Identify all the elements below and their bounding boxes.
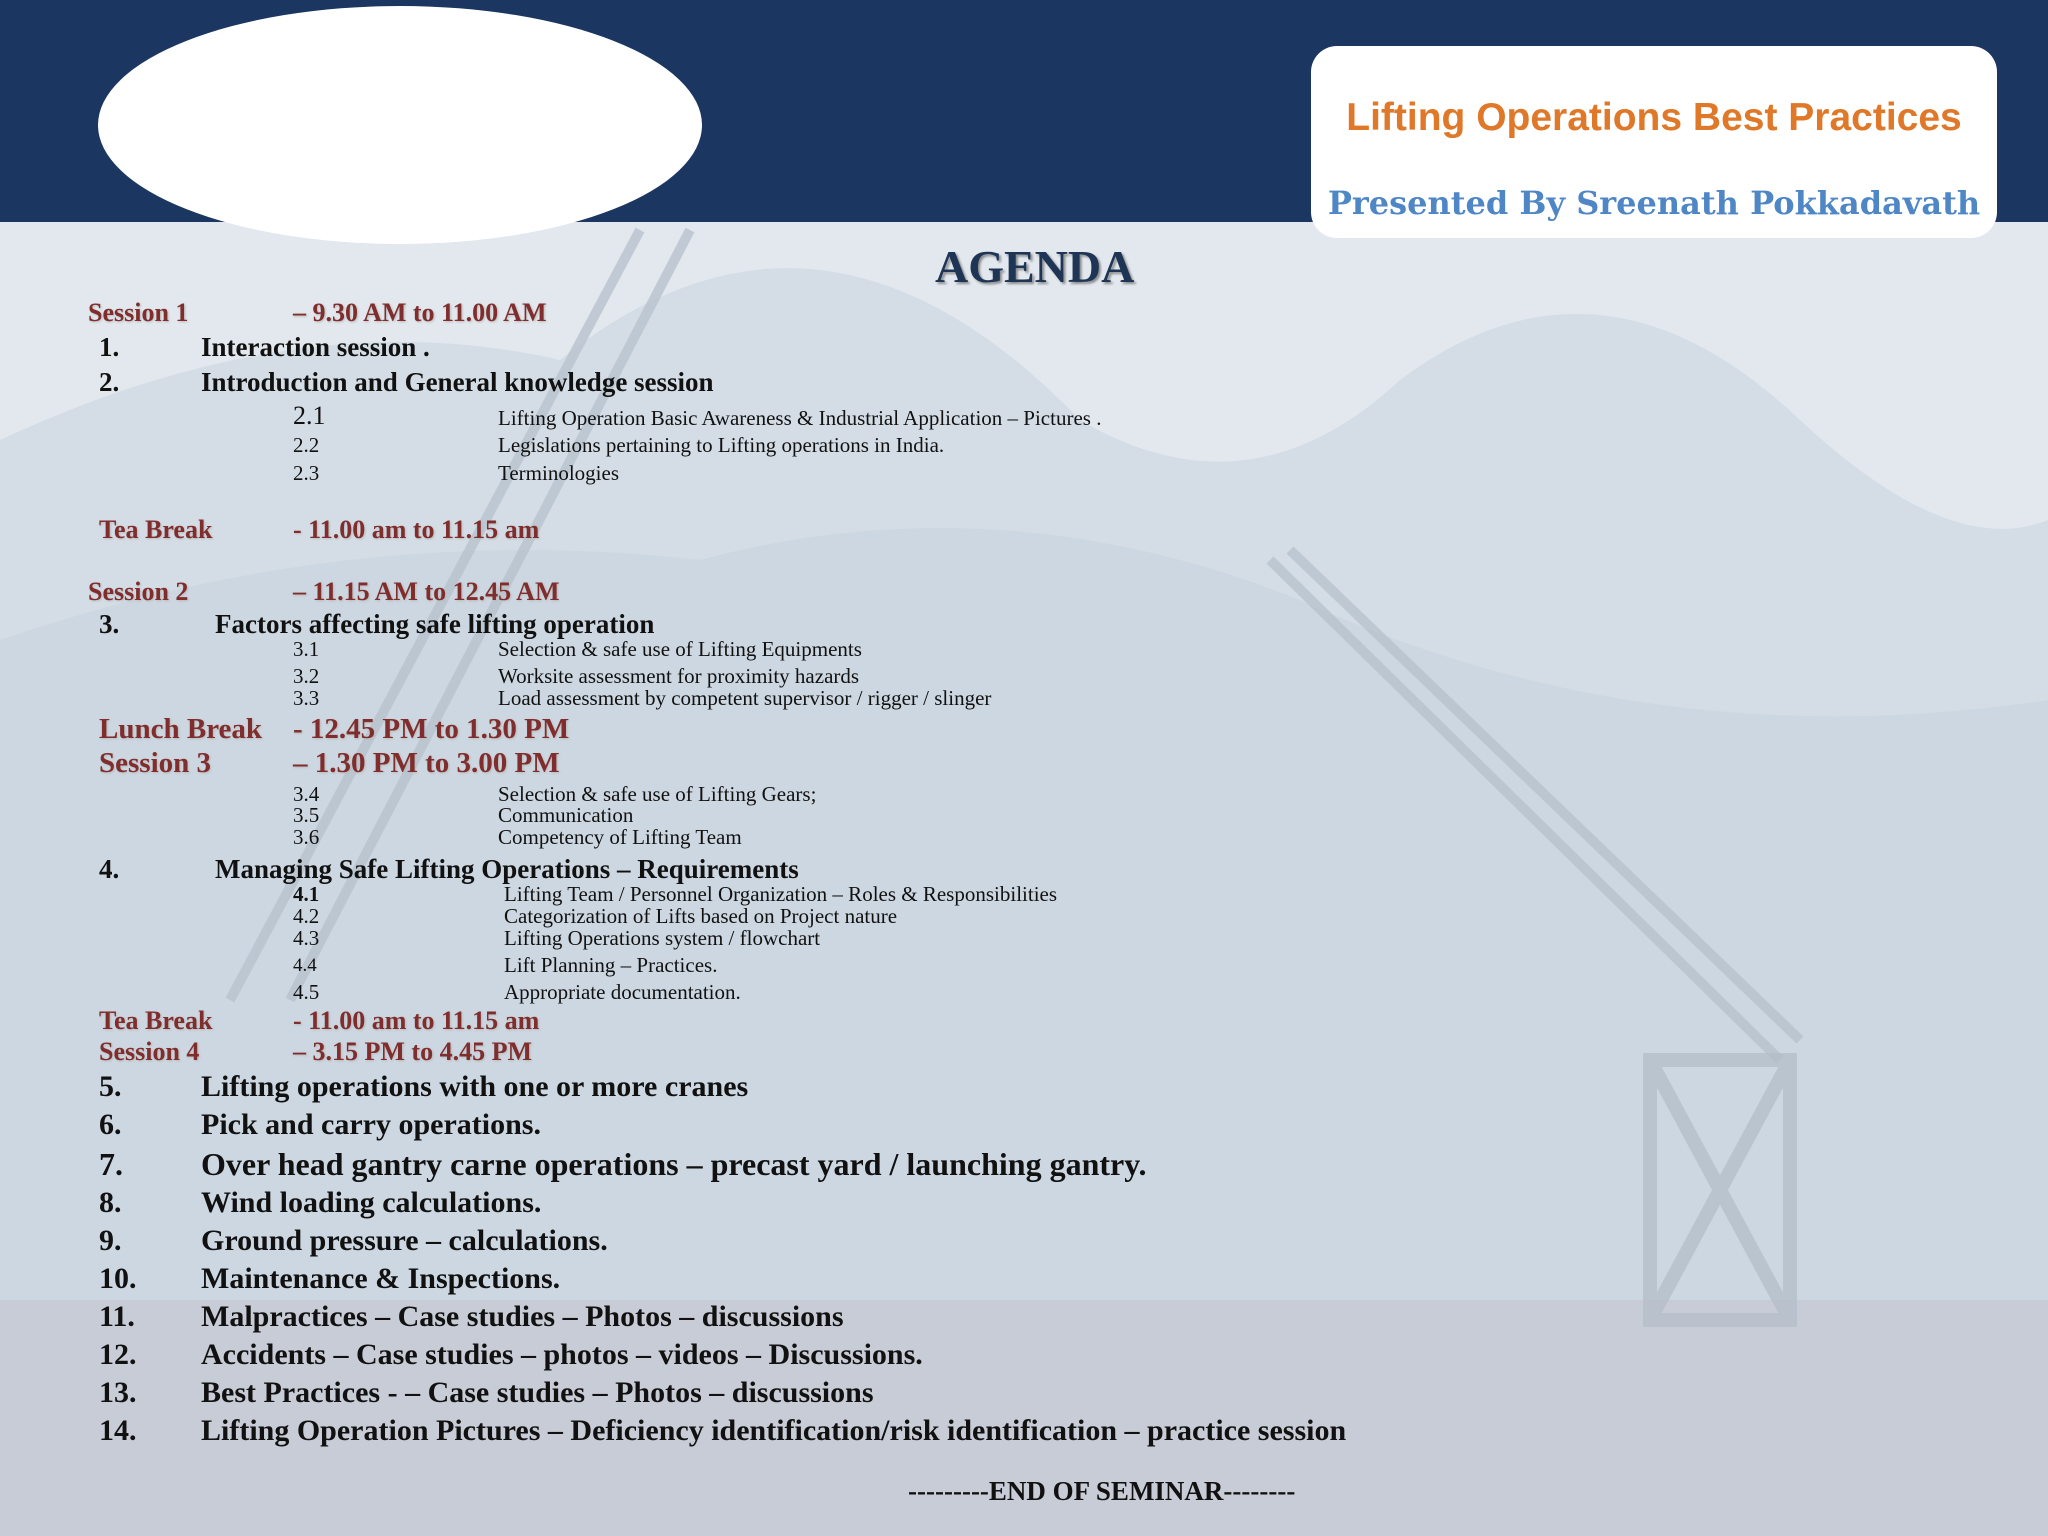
session-3-label: Session 3	[99, 747, 212, 779]
subitem-text: Selection & safe use of Lifting Gears;	[498, 782, 817, 806]
session-3-time: – 1.30 PM to 3.00 PM	[293, 747, 560, 779]
item-text: Introduction and General knowledge session	[201, 367, 714, 397]
session-1-label: Session 1	[88, 298, 189, 327]
subitem-number: 2.3	[293, 461, 320, 485]
item-text: Best Practices - – Case studies – Photos – discussions	[201, 1376, 874, 1409]
session-1-time: – 9.30 AM to 11.00 AM	[293, 298, 547, 327]
subitem-text: Lift Planning – Practices.	[504, 953, 718, 977]
subitem-number: 3.6	[293, 825, 320, 849]
item-number: 3.	[99, 609, 120, 639]
tea-break-label: Tea Break	[99, 1006, 213, 1035]
subitem-text: Competency of Lifting Team	[498, 825, 742, 849]
item-text: Accidents – Case studies – photos – videos – Discussions.	[201, 1338, 923, 1371]
subitem-number: 3.2	[293, 664, 320, 688]
item-number: 9.	[99, 1224, 122, 1257]
item-number: 14.	[99, 1414, 137, 1447]
session-4-label: Session 4	[99, 1037, 200, 1066]
subitem-text: Load assessment by competent supervisor / rigger / slinger	[498, 686, 992, 710]
tea-break-label: Tea Break	[99, 515, 213, 544]
end-of-seminar: ---------END OF SEMINAR--------	[908, 1476, 1296, 1506]
item-text: Managing Safe Lifting Operations – Requirements	[215, 854, 799, 884]
presenter-line: Presented By Sreenath Pokkadavath	[1327, 184, 1981, 222]
session-2-label: Session 2	[88, 577, 189, 606]
item-number: 2.	[99, 367, 120, 397]
subitem-text: Terminologies	[498, 461, 620, 485]
item-number: 1.	[99, 332, 120, 362]
item-text: Interaction session .	[201, 332, 430, 362]
item-text: Ground pressure – calculations.	[201, 1224, 608, 1257]
subitem-text: Categorization of Lifts based on Project nature	[504, 904, 898, 928]
title-box	[1311, 46, 1997, 238]
subitem-number: 4.1	[293, 882, 320, 906]
item-text: Malpractices – Case studies – Photos – discussions	[201, 1300, 844, 1333]
item-number: 10.	[99, 1262, 137, 1295]
agenda-heading: AGENDA	[935, 241, 1135, 292]
subitem-number: 4.4	[293, 955, 317, 976]
item-text: Pick and carry operations.	[201, 1108, 541, 1141]
subitem-number: 3.5	[293, 803, 320, 827]
logo-oval	[98, 6, 702, 244]
item-text: Lifting Operation Pictures – Deficiency identification/risk identification – practice session	[201, 1414, 1347, 1447]
subitem-text: Lifting Team / Personnel Organization – Roles & Responsibilities	[504, 882, 1058, 906]
tea-break-time: - 11.00 am to 11.15 am	[293, 1006, 540, 1035]
item-number: 6.	[99, 1108, 122, 1141]
subitem-number: 3.3	[293, 686, 320, 710]
subitem-number: 3.1	[293, 637, 320, 661]
item-text: Lifting operations with one or more cranes	[201, 1070, 749, 1103]
lunch-break-label: Lunch Break	[99, 713, 263, 745]
item-text: Over head gantry carne operations – precast yard / launching gantry.	[201, 1146, 1147, 1182]
lunch-break-time: - 12.45 PM to 1.30 PM	[293, 713, 570, 745]
presentation-title: Lifting Operations Best Practices	[1346, 96, 1962, 139]
item-number: 8.	[99, 1186, 122, 1219]
subitem-text: Selection & safe use of Lifting Equipments	[498, 637, 862, 661]
item-number: 7.	[99, 1146, 123, 1182]
subitem-number: 4.5	[293, 980, 320, 1004]
session-4-time: – 3.15 PM to 4.45 PM	[293, 1037, 533, 1066]
item-text: Factors affecting safe lifting operation	[215, 609, 655, 639]
subitem-number: 4.2	[293, 904, 320, 928]
item-text: Maintenance & Inspections.	[201, 1262, 561, 1295]
subitem-text: Worksite assessment for proximity hazards	[498, 664, 860, 688]
item-number: 12.	[99, 1338, 137, 1371]
subitem-text: Legislations pertaining to Lifting operations in India.	[498, 433, 945, 457]
subitem-text: Appropriate documentation.	[504, 980, 741, 1004]
item-number: 5.	[99, 1070, 122, 1103]
item-number: 13.	[99, 1376, 137, 1409]
subitem-number: 2.2	[293, 433, 320, 457]
subitem-text: Lifting Operation Basic Awareness & Industrial Application – Pictures .	[498, 406, 1102, 430]
subitem-number: 2.1	[293, 401, 326, 430]
session-2-time: – 11.15 AM to 12.45 AM	[293, 577, 560, 606]
item-number: 4.	[99, 854, 120, 884]
item-number: 11.	[99, 1300, 135, 1333]
tea-break-time: - 11.00 am to 11.15 am	[293, 515, 540, 544]
subitem-number: 3.4	[293, 782, 320, 806]
item-text: Wind loading calculations.	[201, 1186, 542, 1219]
subitem-number: 4.3	[293, 926, 320, 950]
subitem-text: Communication	[498, 803, 634, 827]
subitem-text: Lifting Operations system / flowchart	[504, 926, 821, 950]
